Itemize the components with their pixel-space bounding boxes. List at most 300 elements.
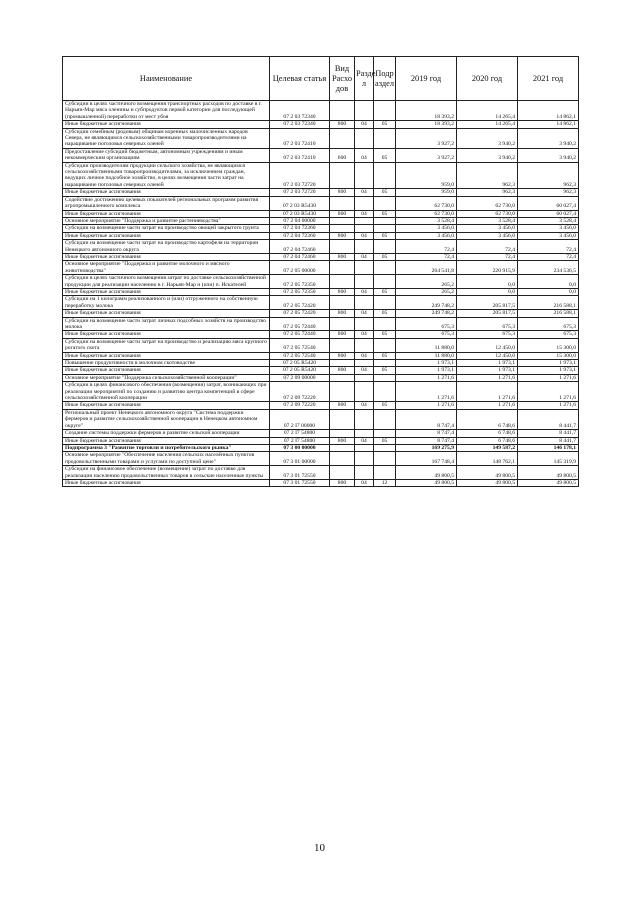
table-row — [63, 317, 579, 331]
cell-year-2020: 1 271,6 — [457, 382, 518, 402]
table-row — [63, 275, 579, 289]
cell-subsection — [374, 196, 396, 210]
cell-year-2019: 8 747,4 — [396, 437, 457, 444]
cell-section — [355, 240, 374, 254]
cell-target-article: 07 2 09 72220 — [270, 402, 330, 409]
cell-subsection — [374, 382, 396, 402]
cell-subsection — [374, 452, 396, 466]
cell-section: 04 — [355, 352, 374, 359]
table-row — [63, 101, 579, 121]
cell-target-article: 07 3 01 00000 — [270, 452, 330, 466]
table-row — [63, 437, 579, 444]
cell-year-2019: 3 528,4 — [396, 217, 457, 224]
cell-year-2021: 15 300,0 — [518, 352, 579, 359]
cell-subsection: 05 — [374, 189, 396, 196]
cell-year-2020: 12 450,0 — [457, 352, 518, 359]
header-subsection: Подр аздел — [374, 57, 396, 101]
header-target-article: Целевая статья — [270, 57, 330, 101]
cell-subsection — [374, 275, 396, 289]
cell-year-2020: 14 265,4 — [457, 121, 518, 128]
cell-year-2021: 962,3 — [518, 162, 579, 189]
cell-section — [355, 452, 374, 466]
cell-year-2021: 0,0 — [518, 288, 579, 295]
cell-year-2021: 1 271,6 — [518, 402, 579, 409]
cell-expense-type: 800 — [330, 402, 355, 409]
cell-name: Иные бюджетные ассигнования — [63, 367, 270, 374]
cell-expense-type — [330, 101, 355, 121]
cell-year-2019: 3 456,0 — [396, 225, 457, 232]
cell-expense-type — [330, 409, 355, 429]
cell-year-2020: 220 915,9 — [457, 261, 518, 275]
cell-subsection: 05 — [374, 121, 396, 128]
table-row — [63, 162, 579, 189]
cell-year-2019: 11 880,0 — [396, 338, 457, 352]
cell-name: Содействие достижению целевых показателей региональных программ развития агропромышленного комплекса — [63, 196, 270, 210]
table-row — [63, 331, 579, 338]
cell-year-2019: 8 747,4 — [396, 430, 457, 437]
cell-target-article: 07 2 05 72420 — [270, 310, 330, 317]
cell-year-2020: 1 271,6 — [457, 402, 518, 409]
table-row — [63, 352, 579, 359]
cell-year-2020: 0,0 — [457, 288, 518, 295]
cell-section — [355, 261, 374, 275]
cell-subsection — [374, 374, 396, 381]
cell-subsection — [374, 430, 396, 437]
cell-year-2019: 18 393,2 — [396, 121, 457, 128]
cell-expense-type: 800 — [330, 210, 355, 217]
cell-year-2021: 1 271,6 — [518, 374, 579, 381]
cell-year-2019: 265,2 — [396, 288, 457, 295]
cell-expense-type — [330, 430, 355, 437]
cell-year-2021: 675,3 — [518, 331, 579, 338]
cell-subsection — [374, 101, 396, 121]
cell-target-article: 07 2 I7 00000 — [270, 409, 330, 429]
cell-year-2020: 3 456,0 — [457, 232, 518, 239]
cell-name: Иные бюджетные ассигнования — [63, 210, 270, 217]
cell-year-2020: 3 940,2 — [457, 148, 518, 162]
cell-subsection: 05 — [374, 253, 396, 260]
table-row — [63, 338, 579, 352]
cell-year-2021: 3 940,2 — [518, 128, 579, 148]
cell-year-2020: 72,4 — [457, 253, 518, 260]
cell-name: Субсидии в целях финансового обеспечения (возмещения) затрат, возникающих при реализации мероприятий по созданию и развитию центра компетенций в сфере сельскохозяйственной кооперации — [63, 382, 270, 402]
cell-subsection: 05 — [374, 210, 396, 217]
cell-expense-type: 800 — [330, 479, 355, 486]
cell-subsection: 05 — [374, 310, 396, 317]
cell-section — [355, 382, 374, 402]
cell-name: Региональный проект Ненецкого автономного округа "Система поддержки фермеров и развитие сельскохозяйственной кооперации в Ненецком автономном округе" — [63, 409, 270, 429]
cell-year-2021: 8 441,7 — [518, 430, 579, 437]
table-row — [63, 382, 579, 402]
cell-target-article: 07 2 04 72460 — [270, 240, 330, 254]
cell-section — [355, 128, 374, 148]
cell-expense-type — [330, 217, 355, 224]
cell-name: Субсидии производителям продукции сельского хозяйства, не являющимся сельскохозяйственными товаропроизводителями, за исключением граждан, ведущих личное подсобное хозяйство, в целях возмещения части затрат на наращивание поголовья северных оленей — [63, 162, 270, 189]
cell-subsection — [374, 317, 396, 331]
cell-expense-type: 800 — [330, 232, 355, 239]
cell-section — [355, 275, 374, 289]
cell-year-2021: 146 178,1 — [518, 444, 579, 451]
cell-expense-type — [330, 162, 355, 189]
cell-subsection — [374, 225, 396, 232]
cell-expense-type: 800 — [330, 331, 355, 338]
cell-name: Субсидии на 1 килограмм реализованного и (или) отгруженного на собственную переработку молока — [63, 296, 270, 310]
cell-year-2019: 3 927,2 — [396, 128, 457, 148]
cell-expense-type: 600 — [330, 148, 355, 162]
table-row — [63, 225, 579, 232]
cell-expense-type — [330, 317, 355, 331]
cell-year-2019: 1 973,1 — [396, 367, 457, 374]
cell-target-article: 07 2 04 00000 — [270, 217, 330, 224]
cell-year-2021: 49 800,5 — [518, 479, 579, 486]
table-row — [63, 232, 579, 239]
cell-expense-type — [330, 261, 355, 275]
cell-target-article: 07 3 00 00000 — [270, 444, 330, 451]
cell-year-2021: 1 973,1 — [518, 367, 579, 374]
cell-name: Субсидии на возмещение части затрат на производство картофеля на территории Ненецкого автономного округа — [63, 240, 270, 254]
table-row — [63, 479, 579, 486]
cell-subsection — [374, 128, 396, 148]
cell-expense-type — [330, 338, 355, 352]
cell-expense-type: 800 — [330, 121, 355, 128]
table-row — [63, 296, 579, 310]
cell-target-article: 07 2 03 72720 — [270, 189, 330, 196]
cell-section — [355, 430, 374, 437]
cell-target-article: 07 3 01 72550 — [270, 466, 330, 480]
cell-year-2019: 1 271,6 — [396, 382, 457, 402]
cell-year-2020: 1 973,1 — [457, 360, 518, 367]
cell-target-article: 07 2 04 72460 — [270, 253, 330, 260]
cell-section: 04 — [355, 310, 374, 317]
cell-year-2020: 1 973,1 — [457, 367, 518, 374]
cell-section: 04 — [355, 331, 374, 338]
cell-section — [355, 196, 374, 210]
cell-target-article: 07 2 05 R5420 — [270, 360, 330, 367]
cell-subsection — [374, 338, 396, 352]
cell-section — [355, 296, 374, 310]
table-header-row — [63, 57, 579, 101]
cell-expense-type — [330, 275, 355, 289]
cell-name: Иные бюджетные ассигнования — [63, 479, 270, 486]
cell-name: Создание системы поддержки фермеров и развитие сельской кооперации — [63, 430, 270, 437]
cell-section — [355, 225, 374, 232]
cell-subsection: 05 — [374, 367, 396, 374]
cell-subsection: 05 — [374, 148, 396, 162]
cell-subsection — [374, 217, 396, 224]
cell-year-2021: 3 940,2 — [518, 148, 579, 162]
cell-year-2020: 149 587,2 — [457, 444, 518, 451]
cell-year-2020: 6 748,6 — [457, 409, 518, 429]
cell-expense-type: 800 — [330, 367, 355, 374]
table-row — [63, 121, 579, 128]
cell-expense-type: 800 — [330, 352, 355, 359]
cell-year-2020: 6 748,6 — [457, 437, 518, 444]
cell-target-article: 07 2 I7 54800 — [270, 430, 330, 437]
cell-section — [355, 444, 374, 451]
cell-subsection: 05 — [374, 402, 396, 409]
cell-subsection — [374, 466, 396, 480]
table-row — [63, 210, 579, 217]
table-row — [63, 217, 579, 224]
cell-year-2019: 675,3 — [396, 331, 457, 338]
cell-section — [355, 101, 374, 121]
page-number: 10 — [314, 842, 325, 854]
cell-year-2020: 205 817,5 — [457, 296, 518, 310]
cell-target-article: 07 2 09 00000 — [270, 374, 330, 381]
cell-name: Иные бюджетные ассигнования — [63, 288, 270, 295]
cell-section — [355, 374, 374, 381]
cell-name: Основное мероприятие "Поддержка и развитие молочного и мясного животноводства" — [63, 261, 270, 275]
cell-year-2019: 11 880,0 — [396, 352, 457, 359]
cell-target-article: 07 2 03 72410 — [270, 128, 330, 148]
cell-expense-type — [330, 382, 355, 402]
cell-year-2019: 249 748,2 — [396, 310, 457, 317]
cell-target-article: 07 2 05 72440 — [270, 317, 330, 331]
cell-section: 04 — [355, 253, 374, 260]
cell-expense-type: 800 — [330, 253, 355, 260]
cell-expense-type — [330, 128, 355, 148]
cell-year-2021: 72,4 — [518, 253, 579, 260]
cell-year-2020: 1 271,6 — [457, 374, 518, 381]
cell-year-2020: 49 800,5 — [457, 466, 518, 480]
cell-target-article: 07 2 04 72360 — [270, 232, 330, 239]
cell-target-article: 07 2 05 R5420 — [270, 367, 330, 374]
cell-subsection: 05 — [374, 437, 396, 444]
cell-year-2019: 167 748,4 — [396, 452, 457, 466]
cell-subsection — [374, 240, 396, 254]
cell-year-2021: 145 319,9 — [518, 452, 579, 466]
cell-year-2020: 148 762,1 — [457, 452, 518, 466]
cell-name: Иные бюджетные ассигнования — [63, 253, 270, 260]
cell-year-2019: 49 800,5 — [396, 466, 457, 480]
cell-year-2019: 1 973,1 — [396, 360, 457, 367]
cell-year-2020: 675,3 — [457, 317, 518, 331]
cell-year-2019: 8 747,4 — [396, 409, 457, 429]
table-row — [63, 310, 579, 317]
cell-target-article: 07 2 03 R5430 — [270, 210, 330, 217]
cell-name: Иные бюджетные ассигнования — [63, 310, 270, 317]
cell-year-2021: 60 027,4 — [518, 210, 579, 217]
table-row — [63, 189, 579, 196]
cell-section: 04 — [355, 288, 374, 295]
cell-year-2021: 234 536,5 — [518, 261, 579, 275]
cell-year-2019: 264 541,8 — [396, 261, 457, 275]
cell-section: 04 — [355, 232, 374, 239]
cell-section: 04 — [355, 437, 374, 444]
cell-expense-type — [330, 374, 355, 381]
cell-expense-type: 800 — [330, 189, 355, 196]
cell-name: Субсидии на финансовое обеспечение (возмещение) затрат по доставке для реализации населению продовольственных товаров в сельские населенные пункты — [63, 466, 270, 480]
cell-year-2020: 3 456,0 — [457, 225, 518, 232]
cell-year-2020: 12 450,0 — [457, 338, 518, 352]
cell-year-2021: 216 588,1 — [518, 310, 579, 317]
cell-name: Субсидии на возмещение части затрат на производство овощей закрытого грунта — [63, 225, 270, 232]
header-name: Наименование — [63, 57, 270, 101]
cell-target-article: 07 2 05 00000 — [270, 261, 330, 275]
cell-target-article: 07 2 05 72440 — [270, 331, 330, 338]
cell-expense-type — [330, 466, 355, 480]
cell-year-2019: 62 730,0 — [396, 196, 457, 210]
cell-expense-type — [330, 296, 355, 310]
cell-year-2021: 8 441,7 — [518, 437, 579, 444]
cell-target-article: 07 2 03 R5430 — [270, 196, 330, 210]
cell-name: Повышение продуктивности в молочном скотоводстве — [63, 360, 270, 367]
cell-name: Иные бюджетные ассигнования — [63, 437, 270, 444]
cell-subsection — [374, 360, 396, 367]
cell-year-2021: 3 456,0 — [518, 225, 579, 232]
cell-name: Предоставление субсидий бюджетным, автономным учреждениям и иным некоммерческим организациям — [63, 148, 270, 162]
cell-name: Субсидии в целях частичного возмещения транспортных расходов по доставке в г. Нарьян-Мар мяса оленины и субпродуктов первой категории для последующей (промышленной) переработки от мест убоя — [63, 101, 270, 121]
cell-year-2019: 18 393,2 — [396, 101, 457, 121]
cell-name: Подпрограмма 3 "Развитие торговли и потребительского рынка" — [63, 444, 270, 451]
cell-expense-type — [330, 444, 355, 451]
cell-target-article: 07 2 05 72350 — [270, 275, 330, 289]
cell-name: Иные бюджетные ассигнования — [63, 232, 270, 239]
cell-year-2019: 249 748,2 — [396, 296, 457, 310]
cell-year-2019: 3 927,2 — [396, 148, 457, 162]
table-row — [63, 148, 579, 162]
cell-subsection — [374, 296, 396, 310]
cell-section — [355, 217, 374, 224]
cell-year-2021: 14 862,1 — [518, 101, 579, 121]
table-row — [63, 452, 579, 466]
cell-year-2020: 14 265,4 — [457, 101, 518, 121]
cell-year-2021: 14 862,1 — [518, 121, 579, 128]
cell-name: Иные бюджетные ассигнования — [63, 331, 270, 338]
cell-subsection: 12 — [374, 479, 396, 486]
cell-subsection — [374, 261, 396, 275]
cell-year-2020: 49 800,5 — [457, 479, 518, 486]
cell-section — [355, 338, 374, 352]
cell-year-2021: 60 027,4 — [518, 196, 579, 210]
cell-subsection: 05 — [374, 352, 396, 359]
table-row — [63, 430, 579, 437]
cell-year-2020: 675,3 — [457, 331, 518, 338]
cell-year-2019: 49 800,5 — [396, 479, 457, 486]
cell-section: 04 — [355, 189, 374, 196]
cell-year-2021: 675,3 — [518, 317, 579, 331]
cell-year-2019: 169 275,9 — [396, 444, 457, 451]
cell-year-2020: 3 528,4 — [457, 217, 518, 224]
cell-year-2021: 962,3 — [518, 189, 579, 196]
cell-year-2021: 1 271,6 — [518, 382, 579, 402]
cell-year-2020: 3 940,2 — [457, 128, 518, 148]
cell-year-2020: 205 817,5 — [457, 310, 518, 317]
cell-year-2019: 959,0 — [396, 162, 457, 189]
cell-year-2019: 62 730,0 — [396, 210, 457, 217]
cell-expense-type — [330, 360, 355, 367]
cell-year-2020: 0,0 — [457, 275, 518, 289]
table-row — [63, 367, 579, 374]
cell-expense-type: 800 — [330, 437, 355, 444]
table-row — [63, 402, 579, 409]
cell-target-article: 07 2 04 72360 — [270, 225, 330, 232]
cell-name: Основное мероприятие "Поддержка сельскохозяйственной кооперации" — [63, 374, 270, 381]
cell-expense-type: 800 — [330, 288, 355, 295]
cell-year-2021: 15 300,0 — [518, 338, 579, 352]
cell-year-2019: 675,3 — [396, 317, 457, 331]
budget-table — [62, 56, 579, 487]
cell-year-2021: 0,0 — [518, 275, 579, 289]
cell-target-article: 07 2 09 72220 — [270, 382, 330, 402]
cell-expense-type — [330, 196, 355, 210]
cell-subsection — [374, 162, 396, 189]
cell-year-2021: 8 441,7 — [518, 409, 579, 429]
header-section: Разде л — [355, 57, 374, 101]
table-row — [63, 261, 579, 275]
table-row — [63, 374, 579, 381]
table-row — [63, 409, 579, 429]
cell-section: 04 — [355, 479, 374, 486]
cell-name: Субсидии семейным (родовым) общинам коренных малочисленных народов Севера, не являющимся сельскохозяйственными товаропроизводителями на наращивание поголовья северных оленей — [63, 128, 270, 148]
cell-year-2021: 49 800,5 — [518, 466, 579, 480]
cell-target-article: 07 2 05 72420 — [270, 296, 330, 310]
cell-year-2021: 216 588,1 — [518, 296, 579, 310]
cell-target-article: 07 3 01 72550 — [270, 479, 330, 486]
cell-expense-type — [330, 240, 355, 254]
table-row — [63, 253, 579, 260]
cell-section — [355, 360, 374, 367]
cell-expense-type — [330, 452, 355, 466]
cell-target-article: 07 2 05 72540 — [270, 352, 330, 359]
cell-section — [355, 317, 374, 331]
cell-year-2020: 62 730,0 — [457, 196, 518, 210]
cell-name: Основное мероприятие "Обеспечение населения сельских населённых пунктов продовольственными товарами и услугами по доступной цене" — [63, 452, 270, 466]
table-row — [63, 288, 579, 295]
cell-section: 04 — [355, 148, 374, 162]
cell-year-2020: 62 730,0 — [457, 210, 518, 217]
table-row — [63, 240, 579, 254]
cell-section: 04 — [355, 402, 374, 409]
cell-target-article: 07 2 03 72720 — [270, 162, 330, 189]
cell-section — [355, 466, 374, 480]
cell-year-2020: 72,4 — [457, 240, 518, 254]
table-row — [63, 466, 579, 480]
cell-section: 04 — [355, 367, 374, 374]
cell-name: Иные бюджетные ассигнования — [63, 189, 270, 196]
cell-year-2020: 962,3 — [457, 162, 518, 189]
cell-name: Субсидии на возмещение части затрат личных подсобных хозяйств на производство молока — [63, 317, 270, 331]
cell-expense-type — [330, 225, 355, 232]
header-year-2020: 2020 год — [457, 57, 518, 101]
header-year-2021: 2021 год — [518, 57, 579, 101]
cell-year-2021: 72,4 — [518, 240, 579, 254]
cell-target-article: 07 2 03 72340 — [270, 121, 330, 128]
table-row — [63, 128, 579, 148]
cell-subsection — [374, 409, 396, 429]
cell-section: 04 — [355, 210, 374, 217]
cell-target-article: 07 2 05 72350 — [270, 288, 330, 295]
cell-name: Иные бюджетные ассигнования — [63, 121, 270, 128]
cell-name: Субсидии в целях частичного возмещения затрат по доставке сельскохозяйственной продукции для реализации населению в г. Нарьян-Мар и (или) п. Искателей — [63, 275, 270, 289]
cell-subsection — [374, 444, 396, 451]
cell-section: 04 — [355, 121, 374, 128]
cell-year-2019: 72,4 — [396, 253, 457, 260]
cell-target-article: 07 2 03 72340 — [270, 101, 330, 121]
cell-subsection: 05 — [374, 232, 396, 239]
cell-year-2021: 3 456,0 — [518, 232, 579, 239]
table-row — [63, 196, 579, 210]
cell-year-2019: 72,4 — [396, 240, 457, 254]
cell-year-2019: 1 271,6 — [396, 402, 457, 409]
cell-section — [355, 162, 374, 189]
cell-target-article: 07 2 03 72410 — [270, 148, 330, 162]
cell-year-2021: 3 528,4 — [518, 217, 579, 224]
table-body — [63, 101, 579, 487]
cell-year-2019: 3 456,0 — [396, 232, 457, 239]
table-row — [63, 444, 579, 451]
table-row — [63, 360, 579, 367]
